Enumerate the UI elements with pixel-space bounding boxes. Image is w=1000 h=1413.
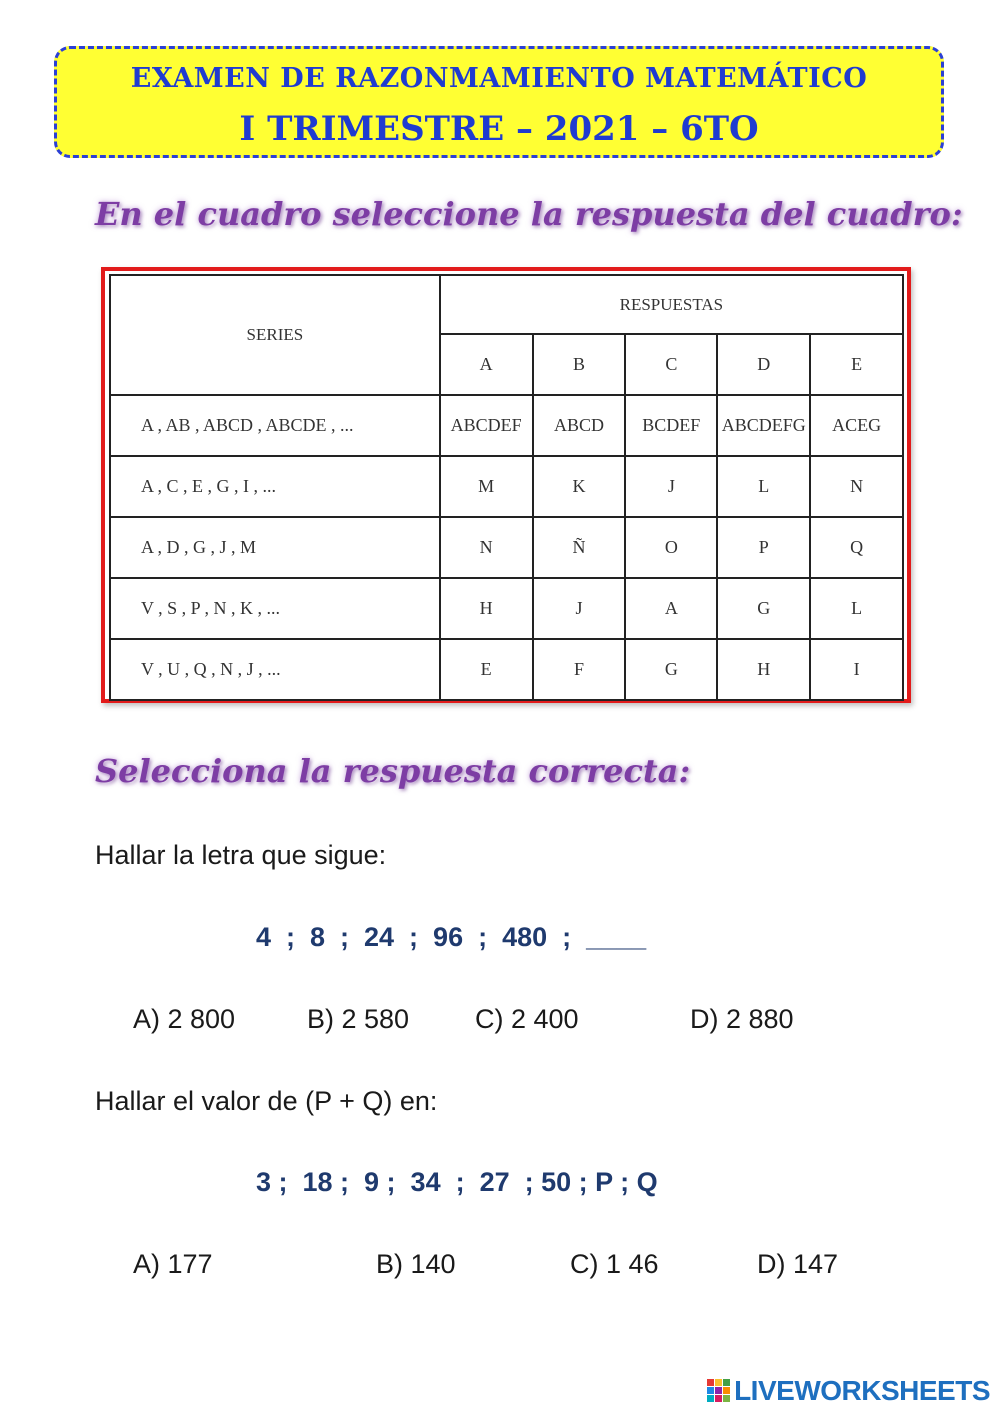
question-2-prompt: Hallar el valor de (P + Q) en: — [95, 1086, 438, 1116]
question-2-option-c[interactable]: C) 1 46 — [570, 1249, 659, 1279]
series-table — [109, 274, 904, 701]
answer-cell[interactable]: J — [625, 456, 717, 517]
answer-cell[interactable]: N — [440, 517, 533, 578]
answer-cell[interactable]: ACEG — [810, 395, 903, 456]
option-letter-a: A — [440, 334, 533, 395]
answer-cell[interactable]: A — [625, 578, 717, 639]
series-cell: A , AB , ABCD , ABCDE , ... — [110, 395, 440, 456]
liveworksheets-logo-icon — [707, 1379, 731, 1403]
table-row — [110, 578, 903, 639]
series-cell: A , C , E , G , I , ... — [110, 456, 440, 517]
section-title-table: En el cuadro seleccione la respuesta del cuadro: — [95, 195, 963, 233]
brand-name: LIVEWORKSHEETS — [734, 1375, 990, 1406]
answer-cell[interactable]: G — [717, 578, 810, 639]
question-1-option-b[interactable]: B) 2 580 — [307, 1004, 410, 1034]
answer-cell[interactable]: Ñ — [533, 517, 626, 578]
answer-cell[interactable]: L — [810, 578, 903, 639]
liveworksheets-footer[interactable] — [707, 1375, 990, 1407]
option-letter-b: B — [533, 334, 626, 395]
answer-cell[interactable]: G — [625, 639, 717, 700]
answers-header: RESPUESTAS — [440, 275, 903, 334]
answer-cell[interactable]: P — [717, 517, 810, 578]
answer-cell[interactable]: L — [717, 456, 810, 517]
question-1-option-d[interactable]: D) 2 880 — [690, 1004, 794, 1034]
answer-cell[interactable]: Q — [810, 517, 903, 578]
answer-cell[interactable]: K — [533, 456, 626, 517]
table-row — [110, 395, 903, 456]
question-2-option-a[interactable]: A) 177 — [133, 1249, 213, 1279]
series-header: SERIES — [110, 275, 440, 395]
option-letter-d: D — [717, 334, 810, 395]
series-cell: A , D , G , J , M — [110, 517, 440, 578]
option-letter-c: C — [625, 334, 717, 395]
question-1-option-a[interactable]: A) 2 800 — [133, 1004, 236, 1034]
answer-cell[interactable]: F — [533, 639, 626, 700]
answer-cell[interactable]: E — [440, 639, 533, 700]
series-cell: V , U , Q , N , J , ... — [110, 639, 440, 700]
series-table-frame — [101, 267, 911, 703]
exam-title: EXAMEN DE RAZONMAMIENTO MATEMÁTICO — [130, 63, 868, 94]
question-2-option-d[interactable]: D) 147 — [757, 1249, 839, 1279]
answer-cell[interactable]: M — [440, 456, 533, 517]
answer-cell[interactable]: BCDEF — [625, 395, 717, 456]
exam-subtitle: I TRIMESTRE – 2021 – 6TO — [239, 109, 759, 149]
answer-cell[interactable]: H — [717, 639, 810, 700]
section-title-questions: Selecciona la respuesta correcta: — [95, 752, 691, 790]
answer-cell[interactable]: ABCDEF — [440, 395, 533, 456]
answer-cell[interactable]: O — [625, 517, 717, 578]
table-row — [110, 456, 903, 517]
series-cell: V , S , P , N , K , ... — [110, 578, 440, 639]
answer-cell[interactable]: N — [810, 456, 903, 517]
answer-cell[interactable]: H — [440, 578, 533, 639]
question-2-sequence: 3 ; 18 ; 9 ; 34 ; 27 ; 50 ; P ; Q — [256, 1167, 658, 1197]
question-1-option-c[interactable]: C) 2 400 — [475, 1004, 579, 1034]
answer-cell[interactable]: I — [810, 639, 903, 700]
question-2-option-b[interactable]: B) 140 — [376, 1249, 456, 1279]
question-1-prompt: Hallar la letra que sigue: — [95, 840, 387, 870]
option-letter-e: E — [810, 334, 903, 395]
table-row — [110, 639, 903, 700]
title-banner — [54, 46, 944, 158]
table-row — [110, 517, 903, 578]
answer-cell[interactable]: ABCDEFG — [717, 395, 810, 456]
question-1-sequence: 4 ; 8 ; 24 ; 96 ; 480 ; ____ — [256, 922, 647, 952]
answer-cell[interactable]: ABCD — [533, 395, 626, 456]
answer-cell[interactable]: J — [533, 578, 626, 639]
